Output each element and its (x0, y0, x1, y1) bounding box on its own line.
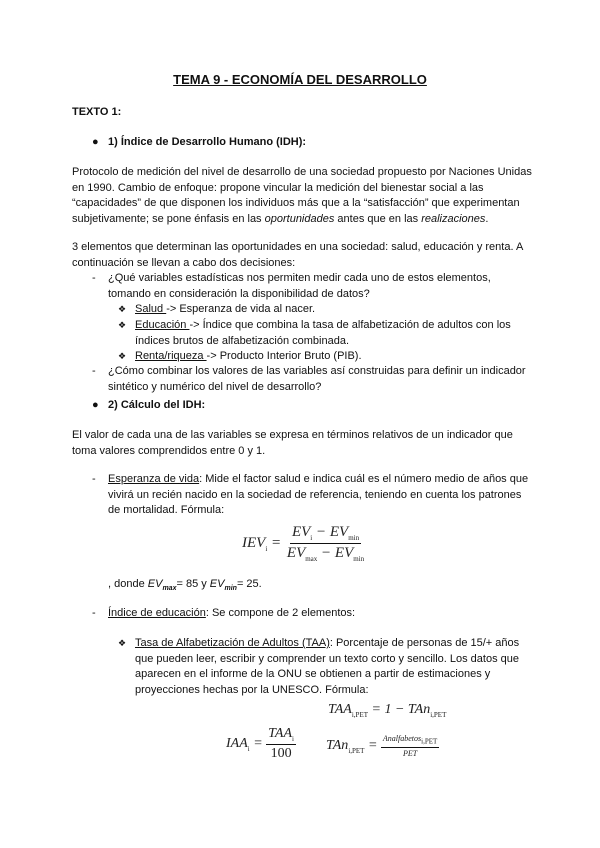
diamond-bullet-icon: ❖ (118, 304, 127, 314)
calc-intro: El valor de cada una de las variables se expresa en términos relativos de un indicador que toma valores comprendidos entre 0 y 1. (72, 429, 513, 457)
taa-text: Tasa de Alfabetización de Adultos (TAA): Porcentaje de personas de 15/+ años que pueden leer, escribir y comprender un texto corto y sencillo. Los datos que aparecen en el informe de la ONU se obtienen a partir de estimaciones y proyecciones hechas por la UNESCO. Fórmula: (135, 637, 520, 696)
iev-formula: $IEV_i$ = $\frac{EV_i - EV_{min}}{EV_{max} - EV_{min}}$ (242, 524, 365, 563)
bullet-icon: ● (92, 136, 99, 148)
list-item-salud: Salud -> Esperanza de vida al nacer. (135, 303, 316, 315)
education-index-text: Índice de educación: Se compone de 2 elementos: (108, 607, 356, 619)
intro-paragraph: Protocolo de medición del nivel de desarrollo de una sociedad propuesto por Naciones Unidas en 1990. Cambio de enfoque: propone vincular la medición del bienestar social a las “capacidades” de que disponen los individuos más que a la “satisfacción” que experimentan subjetivamente; se pone énfasis en las oportunidades antes que en las realizaciones. (72, 166, 532, 225)
list-item-renta: Renta/riqueza -> Producto Interior Bruto (PIB). (135, 350, 362, 362)
taa-formula: $TAA_{i,PET} = 1 - TAn_{i,PET}$ (328, 702, 447, 719)
diamond-bullet-icon: ❖ (118, 320, 127, 330)
list-item-educacion: Educación -> Índice que combina la tasa de alfabetización de adultos con los índices brutos de alfabetización combinada. (135, 319, 511, 347)
diamond-bullet-icon: ❖ (118, 638, 127, 648)
page-title: TEMA 9 - ECONOMÍA DEL DESARROLLO (173, 72, 427, 87)
text-label: TEXTO 1: (72, 106, 122, 118)
dash-marker: - (92, 473, 96, 485)
life-expectancy-text: Esperanza de vida: Mide el factor salud e indica cuál es el número medio de años que vivirá un recién nacido en la sociedad de referencia, teniendo en cuenta los patrones de mortalidad. Fórmula: (108, 473, 529, 516)
donde-text: , donde $EV_{max}= 85$ y $EV_{min}= 25$. (108, 578, 262, 593)
section1-heading: 1) Índice de Desarrollo Humano (IDH): (108, 136, 307, 148)
section2-heading: 2) Cálculo del IDH: (108, 399, 206, 411)
dash-marker: - (92, 272, 96, 284)
elements-paragraph: 3 elementos que determinan las oportunidades en una sociedad: salud, educación y renta. A continuación se llevan a cabo dos decisiones: (72, 241, 523, 269)
bullet-icon: ● (92, 399, 99, 411)
tan-formula: TAn$_{i,PET}$ = $\frac{Analfabetos_{i,PET}}{\text{PET}}$ (326, 734, 438, 758)
question-1: ¿Qué variables estadísticas nos permiten medir cada uno de estos elementos, tomando en consideración la disponibilidad de datos? (108, 272, 491, 300)
dash-marker: - (92, 607, 96, 619)
dash-marker: - (92, 365, 96, 377)
diamond-bullet-icon: ❖ (118, 351, 127, 361)
question-2: ¿Cómo combinar los valores de las variables así construidas para definir un indicador sintético y numérico del nivel de desarrollo? (108, 365, 526, 393)
iaa-formula: $IAA_i$ = $\frac{TAA_i}{100}$ (226, 726, 294, 761)
